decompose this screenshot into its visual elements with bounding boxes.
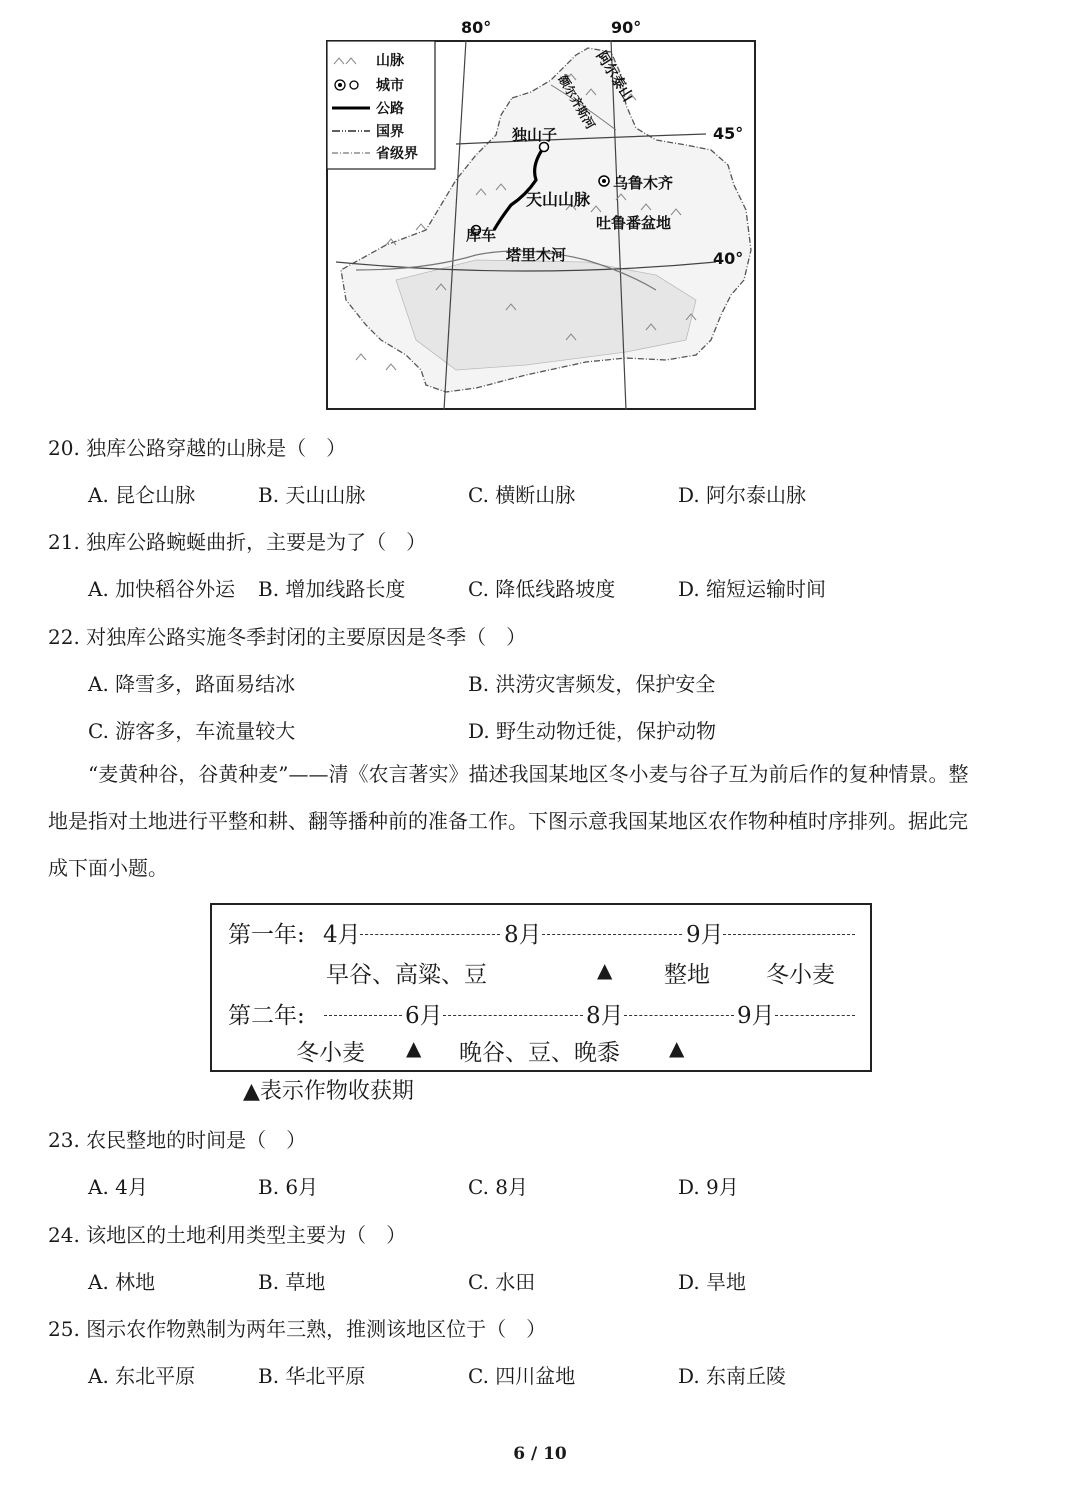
q20-option-a[interactable]: A. 昆仑山脉 — [88, 483, 196, 507]
year2-label: 第二年: — [228, 1003, 305, 1029]
year2-month-aug: 8月 — [586, 1003, 624, 1029]
legend-border: 国界 — [376, 124, 404, 140]
q21-option-b[interactable]: B. 增加线路长度 — [258, 577, 406, 601]
tarim-label: 塔里木河 — [506, 246, 567, 264]
passage-line-3: 成下面小题。 — [48, 856, 168, 880]
timeline-note: ▲表示作物收获期 — [243, 1079, 414, 1104]
q23-option-b[interactable]: B. 6月 — [258, 1175, 319, 1199]
year1-label: 第一年: — [228, 922, 305, 948]
legend-mountain: 山脉 — [376, 53, 404, 69]
year2-month-jun: 6月 — [405, 1003, 443, 1029]
year1-month-aug: 8月 — [504, 922, 542, 948]
year1-early-crops: 早谷、高粱、豆 — [326, 962, 487, 988]
page-number: 6 / 10 — [513, 1444, 567, 1464]
year1-dash-1 — [360, 934, 500, 935]
question-24: 24. 该地区的土地利用类型主要为（ ） — [48, 1223, 407, 1247]
dushanzi-label: 独山子 — [512, 126, 558, 144]
q22-option-a[interactable]: A. 降雪多，路面易结冰 — [88, 672, 296, 696]
urumqi-label: 乌鲁木齐 — [613, 174, 674, 192]
q21-option-a[interactable]: A. 加快稻谷外运 — [88, 577, 236, 601]
irtysh-label: 额尔齐斯河 — [555, 72, 598, 132]
q20-option-d[interactable]: D. 阿尔泰山脉 — [678, 483, 807, 507]
q24-option-d[interactable]: D. 旱地 — [678, 1270, 747, 1294]
q25-option-c[interactable]: C. 四川盆地 — [468, 1364, 576, 1388]
year2-harvest-marker-2: ▲ — [669, 1036, 685, 1060]
passage-line-1: “麦黄种谷，谷黄种麦”——清《农言著实》描述我国某地区冬小麦与谷子互为前后作的复种情景。整 — [88, 762, 969, 786]
year1-month-sep: 9月 — [686, 922, 724, 948]
q24-option-a[interactable]: A. 林地 — [88, 1270, 156, 1294]
latitude-45-label: 45° — [713, 124, 744, 143]
q23-option-d[interactable]: D. 9月 — [678, 1175, 739, 1199]
q20-option-c[interactable]: C. 横断山脉 — [468, 483, 576, 507]
year1-winter-wheat: 冬小麦 — [766, 962, 835, 988]
q22-option-c[interactable]: C. 游客多，车流量较大 — [88, 719, 296, 743]
question-22: 22. 对独库公路实施冬季封闭的主要原因是冬季（ ） — [48, 625, 527, 649]
turpan-label: 吐鲁番盆地 — [596, 214, 672, 232]
year1-harvest-marker-1: ▲ — [597, 958, 613, 982]
q20-option-b[interactable]: B. 天山山脉 — [258, 483, 366, 507]
q23-option-c[interactable]: C. 8月 — [468, 1175, 529, 1199]
legend-provincial: 省级界 — [376, 146, 418, 162]
q25-option-b[interactable]: B. 华北平原 — [258, 1364, 366, 1388]
altai-label: 阿尔泰山 — [592, 48, 636, 105]
year2-winter-wheat: 冬小麦 — [296, 1040, 365, 1066]
q21-option-d[interactable]: D. 缩短运输时间 — [678, 577, 827, 601]
question-21: 21. 独库公路蜿蜒曲折，主要是为了（ ） — [48, 530, 427, 554]
q22-option-d[interactable]: D. 野生动物迁徙，保护动物 — [468, 719, 717, 743]
year2-dash-1 — [324, 1015, 402, 1016]
question-23: 23. 农民整地的时间是（ ） — [48, 1128, 307, 1152]
q21-option-c[interactable]: C. 降低线路坡度 — [468, 577, 616, 601]
q22-option-b[interactable]: B. 洪涝灾害频发，保护安全 — [468, 672, 716, 696]
year1-dash-3 — [723, 934, 855, 935]
year1-land-prep: 整地 — [664, 962, 710, 988]
q23-option-a[interactable]: A. 4月 — [88, 1175, 148, 1199]
q25-option-d[interactable]: D. 东南丘陵 — [678, 1364, 787, 1388]
longitude-label-80: 80° — [461, 18, 492, 37]
year2-dash-4 — [775, 1015, 855, 1016]
q24-option-c[interactable]: C. 水田 — [468, 1270, 536, 1294]
latitude-40-label: 40° — [713, 249, 744, 268]
kuche-label: 库车 — [466, 226, 497, 244]
longitude-label-90: 90° — [611, 18, 642, 37]
q24-option-b[interactable]: B. 草地 — [258, 1270, 326, 1294]
year2-late-crops: 晚谷、豆、晚黍 — [459, 1040, 620, 1066]
year2-dash-2 — [443, 1015, 583, 1016]
reading-passage — [48, 751, 1038, 892]
legend-road: 公路 — [376, 101, 404, 117]
year2-month-sep: 9月 — [737, 1003, 775, 1029]
tianshan-label: 天山山脉 — [526, 190, 591, 209]
legend-city: 城市 — [376, 78, 404, 94]
year1-dash-2 — [542, 934, 682, 935]
map-legend — [327, 41, 435, 169]
q25-option-a[interactable]: A. 东北平原 — [88, 1364, 196, 1388]
year2-harvest-marker-1: ▲ — [406, 1036, 422, 1060]
question-25: 25. 图示农作物熟制为两年三熟，推测该地区位于（ ） — [48, 1317, 547, 1341]
xinjiang-map — [326, 40, 756, 410]
question-20: 20. 独库公路穿越的山脉是（ ） — [48, 436, 347, 460]
year2-dash-3 — [624, 1015, 734, 1016]
year1-month-apr: 4月 — [323, 922, 361, 948]
passage-line-2: 地是指对土地进行平整和耕、翻等播种前的准备工作。下图示意我国某地区农作物种植时序排列。据此完 — [48, 809, 968, 833]
